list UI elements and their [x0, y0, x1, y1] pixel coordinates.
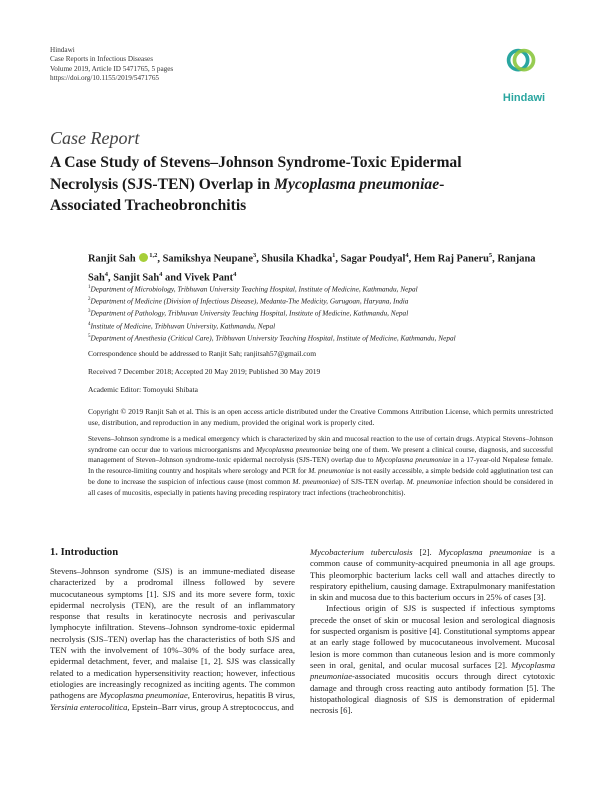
title-line-1: A Case Study of Stevens–Johnson Syndrome-Toxic Epidermal — [50, 154, 462, 171]
abstract-run: M. pneumoniae — [406, 476, 453, 486]
academic-editor: Academic Editor: Tomoyuki Shibata — [88, 385, 198, 394]
author-affiliation-number: 1,2 — [149, 252, 158, 259]
right-column-run: Infectious origin of SJS is suspected if infectious symptoms precede the onset of skin or mucosal lesion and serological diagnosis for suspected organism is positive [4]. Constitutional symptoms appear at an early stage followed by mucocutaneous involvement. Mucosal lesion is more common than cutaneous lesion and is more commonly seen in oral, genital, and ocular mucosal surfaces [2]. — [310, 603, 555, 670]
left-column-run: , Enterovirus, hepatitis B virus, — [187, 690, 295, 701]
author-name[interactable]: Shusila Khadka — [261, 253, 333, 265]
abstract-run: M. pneumoniae — [308, 466, 354, 476]
author-affiliation-number: 4 — [233, 271, 237, 279]
affiliation-item — [88, 320, 553, 332]
intro-paragraph-3 — [310, 603, 555, 716]
author-affiliation-number: 4 — [104, 271, 109, 279]
correspondence: Correspondence should be addressed to Ranjit Sah; ranjitsah57@gmail.com — [88, 349, 317, 358]
title-line-3: Associated Tracheobronchitis — [50, 197, 247, 214]
right-column-run: Mycoplasma pneumoniae — [310, 659, 555, 682]
abstract-run: being one of them. We present a clinical course, diagnosis, and successful management of Steven–Johnson syndrome-toxic epidermal necrolysis (SJS-TEN) overlap due to — [88, 444, 553, 465]
affiliation-list — [88, 283, 553, 344]
journal-header — [50, 46, 173, 84]
hindawi-logo-icon — [502, 44, 546, 88]
abstract-run: infection should be considered in all cases of mucositis, especially in patients having preceding respiratory tract infections (tracheobronchitis). — [88, 476, 553, 497]
affiliation-item — [88, 332, 553, 344]
section-heading: 1. Introduction — [50, 547, 119, 558]
volume-info: Volume 2019, Article ID 5471765, 5 pages — [50, 64, 174, 73]
affiliation-text: Department of Medicine (Division of Infectious Disease), Medanta-The Medicity, Gurugoan, Haryana, India — [90, 296, 409, 306]
abstract-run: is not easily accessible, a simple bedside cold agglutination test can be done to increase the suspicion of infectious cause (most common — [88, 466, 553, 486]
affiliation-number: 4 — [88, 321, 91, 327]
publisher-name: Hindawi — [50, 46, 75, 54]
abstract-run: Mycoplasma pneumoniae — [375, 455, 451, 465]
author-name[interactable]: Sanjit Sah — [113, 272, 160, 284]
intro-paragraph-2 — [310, 547, 555, 603]
author-name[interactable]: Ranjana Sah — [88, 253, 536, 284]
article-title — [50, 152, 550, 217]
hindawi-logo-text: Hindawi — [502, 92, 546, 104]
author-name[interactable]: Ranjit Sah — [88, 253, 136, 265]
copyright-notice: Copyright © 2019 Ranjit Sah et al. This is an open access article distributed under the Creative Commons Attribution License, which permits unrestricted use, distribution, and reproduction in any medium, provided the original work is properly cited. — [88, 407, 553, 427]
left-column-run: Mycoplasma pneumoniae — [99, 690, 188, 701]
right-column-run: Mycobacterium tuberculosis — [310, 547, 413, 557]
article-type: Case Report — [50, 128, 140, 148]
author-affiliation-number: 1 — [332, 252, 336, 259]
left-column-run: , Epstein–Barr virus, group A streptococcus, and — [127, 701, 294, 712]
affiliation-number: 5 — [88, 333, 91, 339]
journal-name: Case Reports in Infectious Diseases — [50, 55, 153, 64]
left-column-run: Stevens–Johnson syndrome (SJS) is an immune-mediated disease characterized by a prodromal illness followed by severe mucocutaneous symptoms [1]. SJS and its more severe form, toxic epidermal necrolysis (TEN), are the result of an inflammatory response that results in keratinocyte necrosis and perivascular lymphocyte infiltration. Stevens–Johnson syndrome-toxic epidermal necrolysis (SJS–TEN) overlap has the characteristics of both SJS and TEN with the involvement of 10%–30% of the body surface area, epidermal detachment, fever, and malaise [1, 2]. SJS was classically related to a medication hypersensitivity reaction; however, infectious etiologies are increasingly recognized as inciting agents. The common pathogens are — [50, 566, 295, 701]
affiliation-item — [88, 307, 553, 319]
publication-dates: Received 7 December 2018; Accepted 20 May 2019; Published 30 May 2019 — [88, 367, 321, 376]
title-line-2: Necrolysis (SJS-TEN) Overlap in Mycoplasma pneumoniae- — [50, 175, 445, 193]
abstract-run: ) of SJS-TEN overlap. — [338, 476, 407, 486]
right-column-run: Mycoplasma pneumoniae — [438, 547, 532, 557]
author-list: Ranjit Sah $^{1,2}$, Samikshya Neupane$^3$, Shusila Khadka$^1$, Sagar Poudyal$^4$, Hem Raj Paneru$^5$, Ranjana Sah$^4$, Sanjit Sah$^4$ and Vivek Pant$^4$ — [88, 252, 536, 284]
abstract-run: Stevens–Johnson syndrome is a medical emergency which is characterized by skin and mucosal reaction to the use of certain drugs. Atypical Stevens–Johnson syndrome can occur due to various microorganisms and — [88, 434, 553, 454]
affiliation-text: Department of Microbiology, Tribhuvan University Teaching Hospital, Institute of Medicine, Kathmandu, Nepal — [90, 284, 418, 294]
doi-link[interactable]: https://doi.org/10.1155/2019/5471765 — [50, 74, 160, 83]
affiliation-number: 1 — [88, 285, 91, 290]
body-right-column — [310, 547, 555, 716]
abstract-text — [88, 434, 553, 498]
abstract-run: in a 17-year-old Nepalese female. In the resource-limiting country and hospitals where serology and PCR for — [88, 455, 554, 476]
author-name[interactable]: Hem Raj Paneru — [413, 253, 489, 265]
author-affiliation-number: 4 — [405, 252, 409, 259]
affiliation-item — [88, 295, 553, 307]
author-affiliation-number: 4 — [159, 271, 163, 279]
abstract-run: Mycoplasma pneumoniae — [255, 444, 332, 454]
author-affiliation-number: 5 — [488, 252, 493, 259]
intro-paragraph-1 — [50, 566, 295, 713]
right-column-run: -associated mucositis occurs through direct cytotoxic damage and through cross reacting auto antibody formation [5]. The histopathological diagnosis of SJS is demonstration of epidermal necrosis [6]. — [310, 671, 555, 716]
orcid-icon[interactable] — [139, 253, 148, 262]
affiliation-number: 3 — [88, 309, 91, 315]
affiliation-text: Institute of Medicine, Tribhuvan University, Kathmandu, Nepal — [90, 321, 276, 331]
author-name[interactable]: Sagar Poudyal — [340, 253, 406, 265]
author-affiliation-number: 3 — [252, 252, 257, 259]
author-name[interactable]: Samikshya Neupane — [162, 253, 253, 265]
author-name[interactable]: and Vivek Pant — [165, 272, 234, 284]
body-left-column — [50, 566, 295, 713]
right-column-run: is a common cause of community-acquired pneumonia in all age groups. This pleomorphic bacterium lacks cell wall and attaches directly to respiratory epithelium, causing damage. Extrapulmonary manifestation in skin and mucosa due to this bacterium occurs in 25% of cases [3]. — [310, 547, 555, 603]
right-column-run: [2]. — [412, 547, 439, 557]
affiliation-item — [88, 283, 553, 295]
affiliation-text: Department of Anesthesia (Critical Care), Tribhuvan University Teaching Hospital, Institute of Medicine, Kathmandu, Nepal — [90, 333, 456, 343]
affiliation-text: Department of Pathology, Tribhuvan University Teaching Hospital, Institute of Medicine, Kathmandu, Nepal — [90, 308, 409, 318]
abstract-run: M. pneumoniae — [292, 476, 339, 486]
affiliation-number: 2 — [88, 297, 91, 303]
left-column-run: Yersinia enterocolitica — [50, 701, 128, 712]
